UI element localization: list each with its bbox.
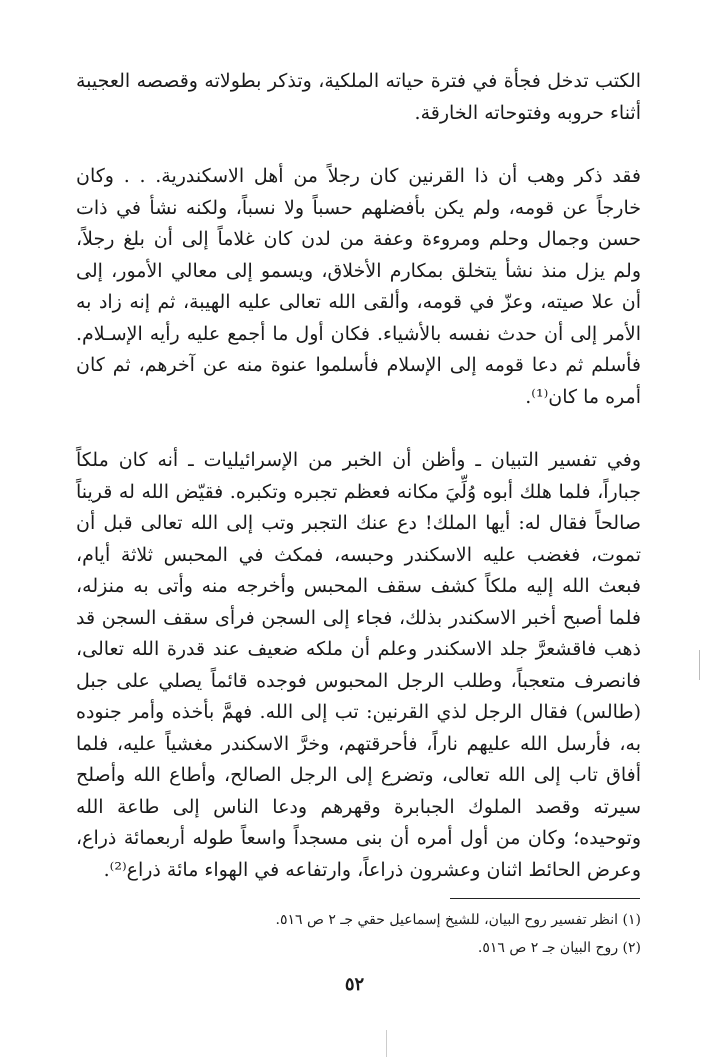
scan-edge-mark [699,650,700,680]
page-body [76,66,641,886]
paragraph-wahb-account: فقد ذكر وهب أن ذا القرنين كان رجلاً من أهل الاسكندرية. . . وكان خارجاً عن قومه، ولم يكن بأفضلهم حسباً ولا نسباً، ولكنه نشأ في ذات حسن وجمال وحلم ومروءة وعفة من لدن كان غلاماً إلى أن بلغ رجلاً، ولم يزل منذ نشأ يتخلق بمكارم الأخلاق، ويسمو إلى معالي الأمور، إلى أن علا صيته، وعزّ في قومه، وألقى الله تعالى عليه الهيبة، ثم إنه زاد به الأمر إلى أن حدث نفسه بالأشياء. فكان أول ما أجمع عليه رأيه الإسـلام. فأسلم ثم دعا قومه إلى الإسلام فأسلموا عنوة منه عن آخرهم، ثم كان أمره ما كان⁽¹⁾. [76,165,641,408]
scan-fold-mark [386,1030,387,1057]
paragraph-intro: الكتب تدخل فجأة في فترة حياته الملكية، وتذكر بطولاته وقصصه العجيبة أثناء حروبه وفتوحاته الخارقة. [76,70,641,124]
footnote-2: (٢) روح البيان جـ ٢ ص ٥١٦. [477,940,641,956]
footnotes [76,906,641,962]
footnote-divider [450,898,640,899]
paragraph-tibyan-account: وفي تفسير التبيان ـ وأظن أن الخبر من الإسرائيليات ـ أنه كان ملكاً جباراً، فلما هلك أبوه وُلِّيَ مكانه فعظم تجبره وتكبره. فقيّض الله له قريناً صالحاً فقال له: أيها الملك! دع عنك التجبر وتب إلى الله تعالى قبل أن تموت، فغضب عليه الاسكندر وحبسه، فمكث في المحبس ثلاثة أيام، فبعث الله إليه ملكاً كشف سقف المحبس وأخرجه منه وأتى به منزله، فلما أصبح أخبر الاسكندر بذلك، فجاء إلى السجن فرأى سقف السجن قد ذهب فاقشعرَّ جلد الاسكندر وعلم أن ملكه ضعيف عند قدرة الله تعالى، فانصرف متعجباً، وطلب الرجل المحبوس فوجده قائماً يصلي على جبل (طالس) فقال الرجل لذي القرنين: تب إلى الله. فهمَّ بأخذه وأمر جنوده به، فأرسل الله عليهم ناراً، فأحرقتهم، وخرَّ الاسكندر مغشياً عليه، فلما أفاق تاب إلى الله تعالى، وتضرع إلى الرجل الصالح، وأطاع الله وأصلح سيرته وقصد الملوك الجبابرة وقهرهم ودعا الناس إلى طاعة الله وتوحيده؛ وكان من أول أمره أن بنى مسجداً واسعاً طوله أربعمائة ذراع، وعرض الحائط اثنان وعشرون ذراعاً، وارتفاعه في الهواء مائة ذراع⁽²⁾. [76,449,642,881]
page-number: ٥٢ [344,974,365,995]
footnote-1: (١) انظر تفسير روح البيان، للشيخ إسماعيل حقي جـ ٢ ص ٥١٦. [275,912,641,928]
